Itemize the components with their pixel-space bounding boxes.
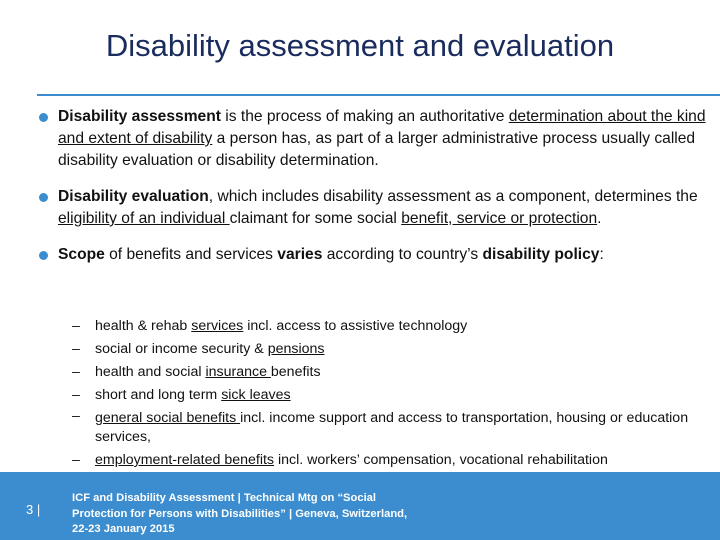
- dash-icon: –: [72, 387, 80, 403]
- dash-icon: –: [72, 364, 80, 380]
- footer-text: ICF and Disability Assessment | Technical Mtg on “Social Protection for Persons with Disabilities” | Geneva, Switzerland, 22-23 January 2015: [72, 492, 408, 535]
- bullet-dot-icon: [39, 193, 48, 202]
- bullet-text-part: according to country’s: [322, 246, 483, 263]
- sub-bullet-item: [72, 338, 692, 361]
- bullet-text-part: Disability evaluation: [58, 188, 209, 205]
- sub-text-part: services: [191, 318, 244, 334]
- title-divider: [37, 94, 720, 96]
- bullet-text-part: varies: [277, 246, 323, 263]
- bullet-item: [36, 106, 706, 172]
- sub-text-part: employment-related benefits: [95, 452, 275, 468]
- sub-text-part: social or income security &: [95, 341, 268, 357]
- sub-bullet-item: [72, 449, 692, 472]
- sub-text-part: benefits: [270, 364, 321, 380]
- dash-icon: –: [72, 408, 80, 424]
- bullet-text-part: determination about the kind and extent of disability: [58, 108, 706, 147]
- sub-bullet-item: [72, 407, 692, 449]
- bullet-text-part: :: [599, 246, 604, 263]
- sub-text-part: insurance: [205, 364, 271, 380]
- bullet-dot-icon: [39, 251, 48, 260]
- bullet-text-part: a person has, as part of a larger administrative process usually called disability evaluation or disability determination.: [58, 130, 696, 169]
- bullet-text-part: Disability assessment: [58, 108, 221, 125]
- sub-text-part: health and social: [95, 364, 206, 380]
- bullet-list: [36, 106, 706, 280]
- bullet-text-part: .: [597, 210, 602, 227]
- sub-text-part: short and long term: [95, 387, 222, 403]
- footer-bar: [0, 472, 720, 540]
- sub-text-part: incl. access to assistive technology: [243, 318, 468, 334]
- dash-icon: –: [72, 318, 80, 334]
- bullet-text: [58, 108, 706, 169]
- sub-text-part: incl. workers’ compensation, vocational rehabilitation: [274, 452, 608, 468]
- page-number: 3 |: [26, 502, 41, 517]
- bullet-text: [58, 246, 604, 263]
- sub-text-part: health & rehab: [95, 318, 192, 334]
- sub-text-part: incl. income support and access to transportation, housing or education services,: [95, 410, 689, 445]
- sub-text-part: pensions: [267, 341, 325, 357]
- bullet-text-part: benefit, service or protection: [401, 210, 598, 227]
- sub-bullet-item: [72, 384, 692, 407]
- sub-bullet-item: [72, 315, 692, 338]
- bullet-text: [58, 188, 698, 227]
- bullet-dot-icon: [39, 113, 48, 122]
- bullet-item: [36, 186, 706, 230]
- bullet-text-part: claimant for some social: [229, 210, 402, 227]
- bullet-item: [36, 244, 706, 266]
- bullet-text-part: Scope: [58, 246, 105, 263]
- sub-bullet-item: [72, 361, 692, 384]
- slide-title: Disability assessment and evaluation: [105, 28, 615, 63]
- sub-bullet-list: [72, 315, 692, 472]
- bullet-text-part: disability policy: [482, 246, 600, 263]
- bullet-text-part: eligibility of an individual: [58, 210, 230, 227]
- sub-text-part: sick leaves: [221, 387, 291, 403]
- bullet-text-part: , which includes disability assessment as a component, determines the: [208, 188, 698, 205]
- bullet-text-part: is the process of making an authoritative: [220, 108, 509, 125]
- dash-icon: –: [72, 341, 80, 357]
- dash-icon: –: [72, 452, 80, 468]
- bullet-text-part: of benefits and services: [104, 246, 278, 263]
- sub-text-part: general social benefits: [95, 410, 241, 426]
